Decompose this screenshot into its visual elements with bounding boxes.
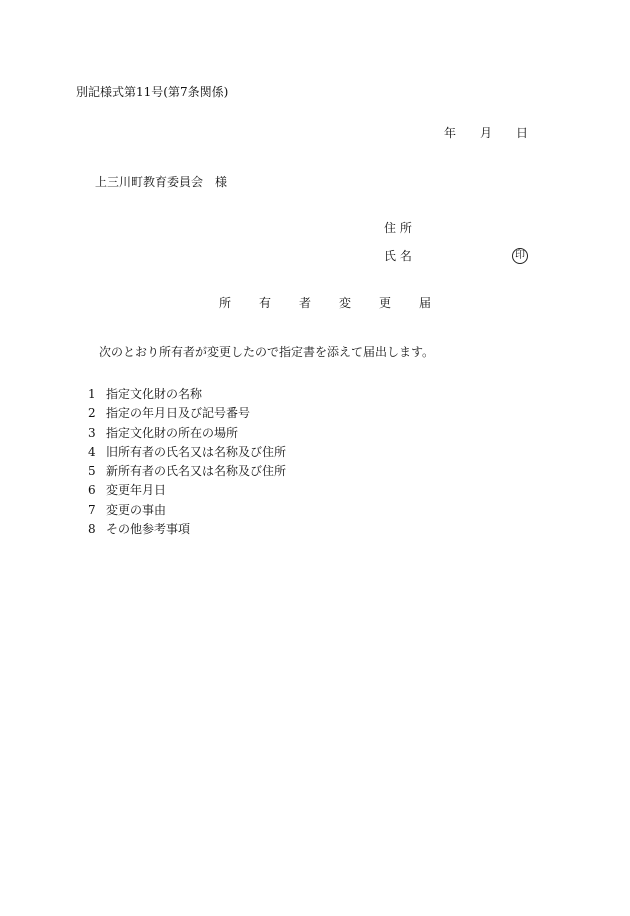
addressee-honorific: 様 bbox=[215, 175, 228, 189]
list-item bbox=[88, 407, 286, 426]
list-item bbox=[88, 446, 286, 465]
item-text: 指定の年月日及び記号番号 bbox=[106, 406, 251, 421]
item-text: 変更の事由 bbox=[106, 502, 167, 517]
list-item bbox=[88, 388, 286, 407]
date-month-label: 月 bbox=[480, 126, 493, 140]
date-line bbox=[444, 127, 528, 139]
document-title bbox=[219, 297, 459, 309]
date-day-label: 日 bbox=[516, 126, 529, 140]
title-char: 変 bbox=[339, 296, 352, 310]
list-item bbox=[88, 484, 286, 503]
item-number: 4 bbox=[88, 444, 96, 459]
item-text: その他参考事項 bbox=[106, 522, 191, 537]
item-text: 指定文化財の所在の場所 bbox=[106, 425, 239, 440]
title-char: 所 bbox=[219, 296, 232, 310]
item-text: 旧所有者の氏名又は名称及び住所 bbox=[106, 444, 287, 459]
item-number: 2 bbox=[88, 406, 96, 421]
item-list bbox=[88, 388, 286, 542]
title-char: 更 bbox=[379, 296, 392, 310]
item-number: 6 bbox=[88, 483, 96, 498]
item-text: 変更年月日 bbox=[106, 483, 167, 498]
item-number: 8 bbox=[88, 522, 96, 537]
list-item bbox=[88, 465, 286, 484]
seal-mark-icon: 印 bbox=[512, 248, 528, 264]
item-number: 5 bbox=[88, 464, 96, 479]
addressee-name: 上三川町教育委員会 bbox=[95, 175, 204, 189]
date-year-label: 年 bbox=[444, 126, 457, 140]
list-item bbox=[88, 504, 286, 523]
form-number-header: 別記様式第11号(第7条関係) bbox=[76, 85, 229, 99]
name-label: 氏 名 bbox=[384, 249, 412, 263]
item-number: 1 bbox=[88, 387, 96, 401]
intro-sentence: 次のとおり所有者が変更したので指定書を添えて届出します。 bbox=[99, 345, 435, 359]
addressee bbox=[95, 176, 227, 188]
title-char: 有 bbox=[259, 296, 272, 310]
item-text: 新所有者の氏名又は名称及び住所 bbox=[106, 464, 287, 479]
list-item bbox=[88, 427, 286, 446]
item-number: 3 bbox=[88, 425, 96, 440]
list-item bbox=[88, 523, 286, 542]
applicant-name-row bbox=[384, 250, 412, 262]
applicant-address-row bbox=[384, 222, 412, 234]
title-char: 届 bbox=[419, 296, 432, 310]
title-char: 者 bbox=[299, 296, 312, 310]
item-text: 指定文化財の名称 bbox=[106, 387, 203, 401]
address-label: 住 所 bbox=[384, 221, 412, 235]
item-number: 7 bbox=[88, 502, 96, 517]
